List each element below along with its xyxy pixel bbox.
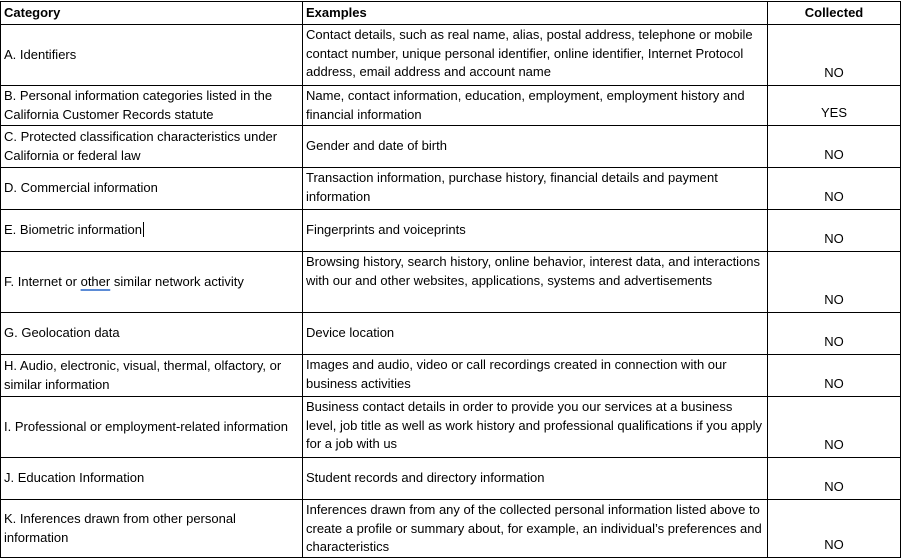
category-cell[interactable]: C. Protected classification characteristics under California or federal law xyxy=(1,126,303,168)
collected-cell[interactable]: NO xyxy=(768,355,901,397)
collected-cell[interactable]: YES xyxy=(768,86,901,126)
table-row xyxy=(1,126,901,168)
examples-header: Examples xyxy=(303,2,768,25)
personal-information-table xyxy=(0,1,901,558)
table-row xyxy=(1,500,901,558)
examples-cell[interactable]: Browsing history, search history, online behavior, interest data, and interactions with our and other websites, applications, systems and advertisements xyxy=(303,252,768,313)
spellcheck-flagged-word[interactable]: other xyxy=(80,273,111,289)
collected-cell[interactable]: NO xyxy=(768,25,901,86)
category-cell[interactable] xyxy=(1,210,303,252)
examples-cell[interactable]: Transaction information, purchase history, financial details and payment information xyxy=(303,168,768,210)
table-row xyxy=(1,210,901,252)
category-header: Category xyxy=(1,2,303,25)
category-cell[interactable]: J. Education Information xyxy=(1,458,303,500)
category-text-before: F. Internet or xyxy=(4,273,81,289)
table-row xyxy=(1,458,901,500)
table-row xyxy=(1,252,901,313)
table-row xyxy=(1,397,901,458)
examples-cell[interactable]: Images and audio, video or call recordings created in connection with our business activities xyxy=(303,355,768,397)
table-row xyxy=(1,168,901,210)
category-cell[interactable]: G. Geolocation data xyxy=(1,313,303,355)
collected-cell[interactable]: NO xyxy=(768,126,901,168)
category-cell[interactable]: H. Audio, electronic, visual, thermal, olfactory, or similar information xyxy=(1,355,303,397)
category-text-after: similar network activity xyxy=(110,273,244,289)
category-cell[interactable]: A. Identifiers xyxy=(1,25,303,86)
examples-cell[interactable]: Fingerprints and voiceprints xyxy=(303,210,768,252)
table-header-row xyxy=(1,2,901,25)
collected-cell[interactable]: NO xyxy=(768,252,901,313)
table-row xyxy=(1,25,901,86)
category-cell[interactable]: D. Commercial information xyxy=(1,168,303,210)
category-text: E. Biometric information xyxy=(4,222,142,238)
table-row xyxy=(1,355,901,397)
collected-cell[interactable]: NO xyxy=(768,313,901,355)
text-cursor xyxy=(143,222,144,237)
collected-cell[interactable]: NO xyxy=(768,397,901,458)
examples-cell[interactable]: Business contact details in order to provide you our services at a business level, job title as well as work history and professional qualifications if you apply for a job with us xyxy=(303,397,768,458)
collected-header: Collected xyxy=(768,2,901,25)
collected-cell[interactable]: NO xyxy=(768,210,901,252)
examples-cell[interactable]: Inferences drawn from any of the collected personal information listed above to create a profile or summary about, for example, an individual’s preferences and characteristics xyxy=(303,500,768,558)
category-cell[interactable]: I. Professional or employment-related information xyxy=(1,397,303,458)
table-row xyxy=(1,86,901,126)
collected-cell[interactable]: NO xyxy=(768,168,901,210)
category-cell[interactable] xyxy=(1,252,303,313)
examples-cell[interactable]: Contact details, such as real name, alias, postal address, telephone or mobile contact number, unique personal identifier, online identifier, Internet Protocol address, email address and account name xyxy=(303,25,768,86)
collected-cell[interactable]: NO xyxy=(768,500,901,558)
collected-cell[interactable]: NO xyxy=(768,458,901,500)
category-cell[interactable]: K. Inferences drawn from other personal information xyxy=(1,500,303,558)
category-cell[interactable]: B. Personal information categories listed in the California Customer Records statute xyxy=(1,86,303,126)
examples-cell[interactable]: Student records and directory information xyxy=(303,458,768,500)
examples-cell[interactable]: Gender and date of birth xyxy=(303,126,768,168)
examples-cell[interactable]: Name, contact information, education, employment, employment history and financial information xyxy=(303,86,768,126)
examples-cell[interactable]: Device location xyxy=(303,313,768,355)
table-row xyxy=(1,313,901,355)
